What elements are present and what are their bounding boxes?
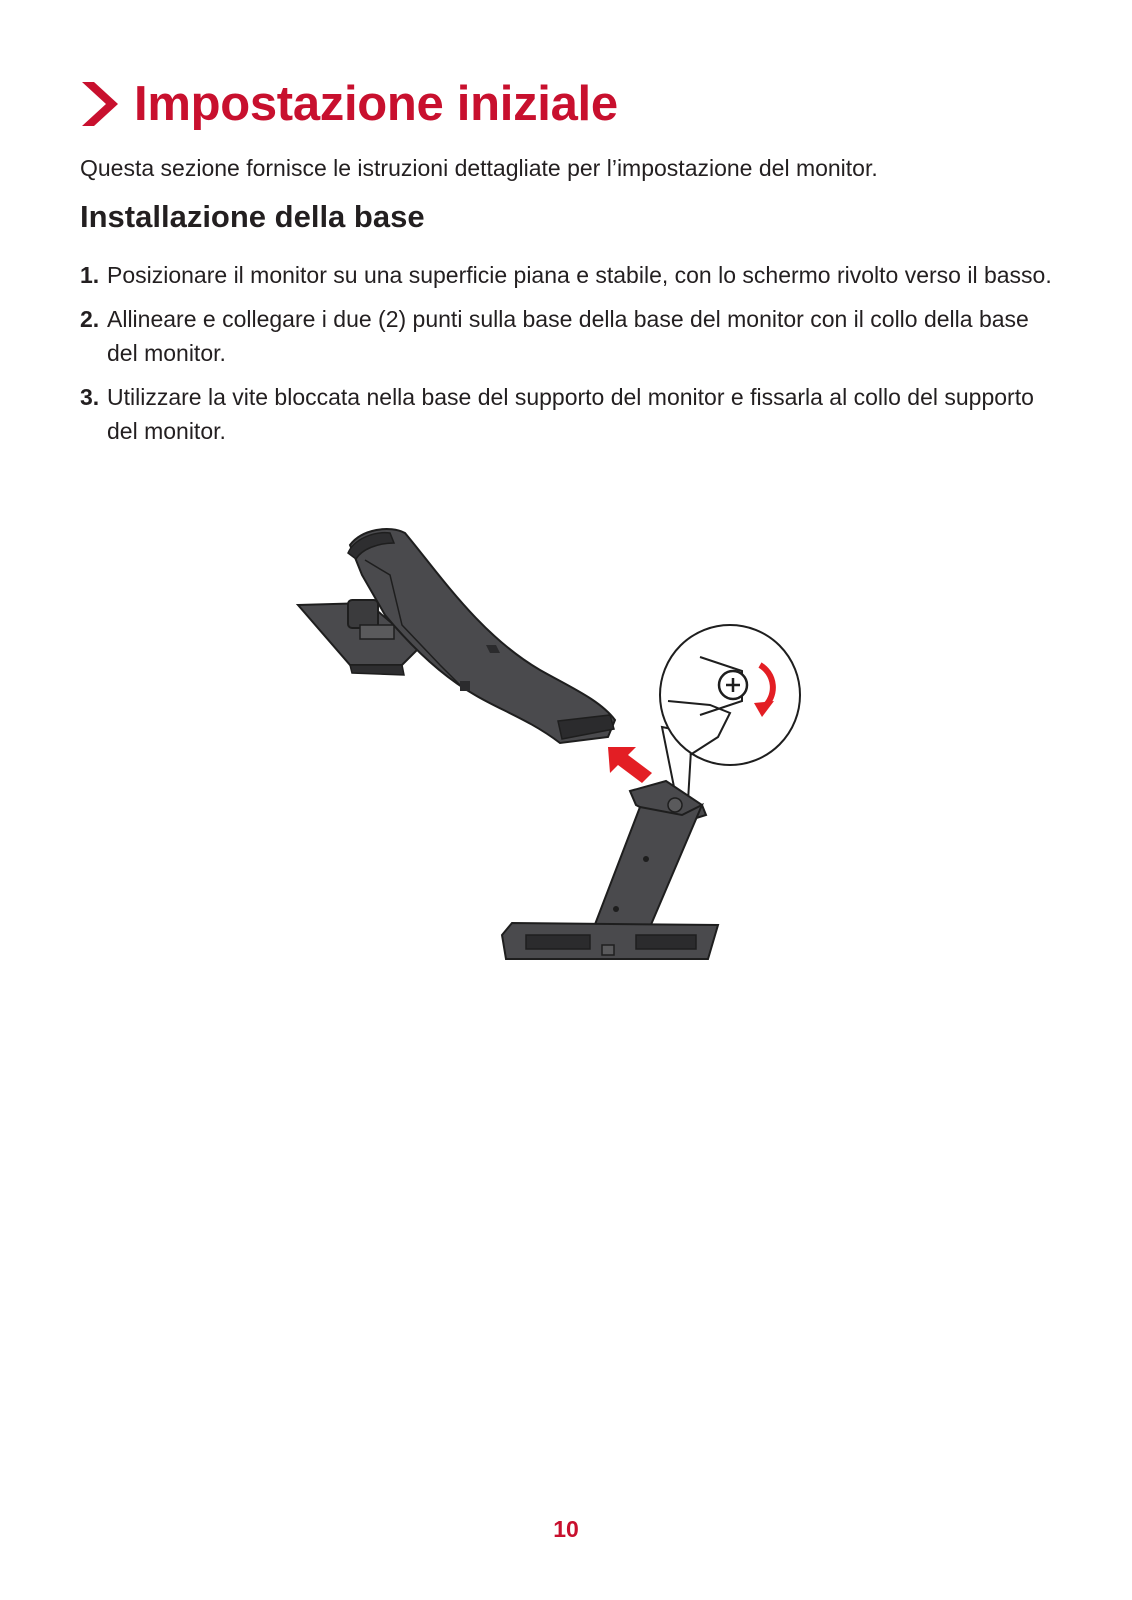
step-text: Allineare e collegare i due (2) punti sulla base della base del monitor con il collo della base del monitor. (107, 306, 1029, 366)
step-number: 2. (80, 306, 100, 332)
chevron-right-icon (80, 80, 120, 128)
steps-list (80, 258, 1055, 458)
page-header (80, 74, 618, 134)
insert-direction-arrow (608, 747, 652, 783)
intro-paragraph: Questa sezione fornisce le istruzioni dettagliate per l’impostazione del monitor. (80, 155, 878, 181)
step-item (80, 302, 1055, 370)
step-item (80, 258, 1055, 292)
step-text: Posizionare il monitor su una superficie piana e stabile, con lo schermo rivolto verso il basso. (107, 262, 1052, 288)
step-item (80, 380, 1055, 448)
page-number: 10 (553, 1516, 579, 1542)
step-number: 3. (80, 384, 100, 410)
page-title: Impostazione iniziale (134, 77, 618, 131)
step-number: 1. (80, 262, 100, 288)
screw-detail-callout (660, 625, 800, 801)
step-text: Utilizzare la vite bloccata nella base del supporto del monitor e fissarla al collo del supporto del monitor. (107, 384, 1034, 444)
section-title: Installazione della base (80, 199, 425, 234)
stand-base (502, 781, 718, 959)
stand-assembly-illustration (290, 515, 830, 985)
